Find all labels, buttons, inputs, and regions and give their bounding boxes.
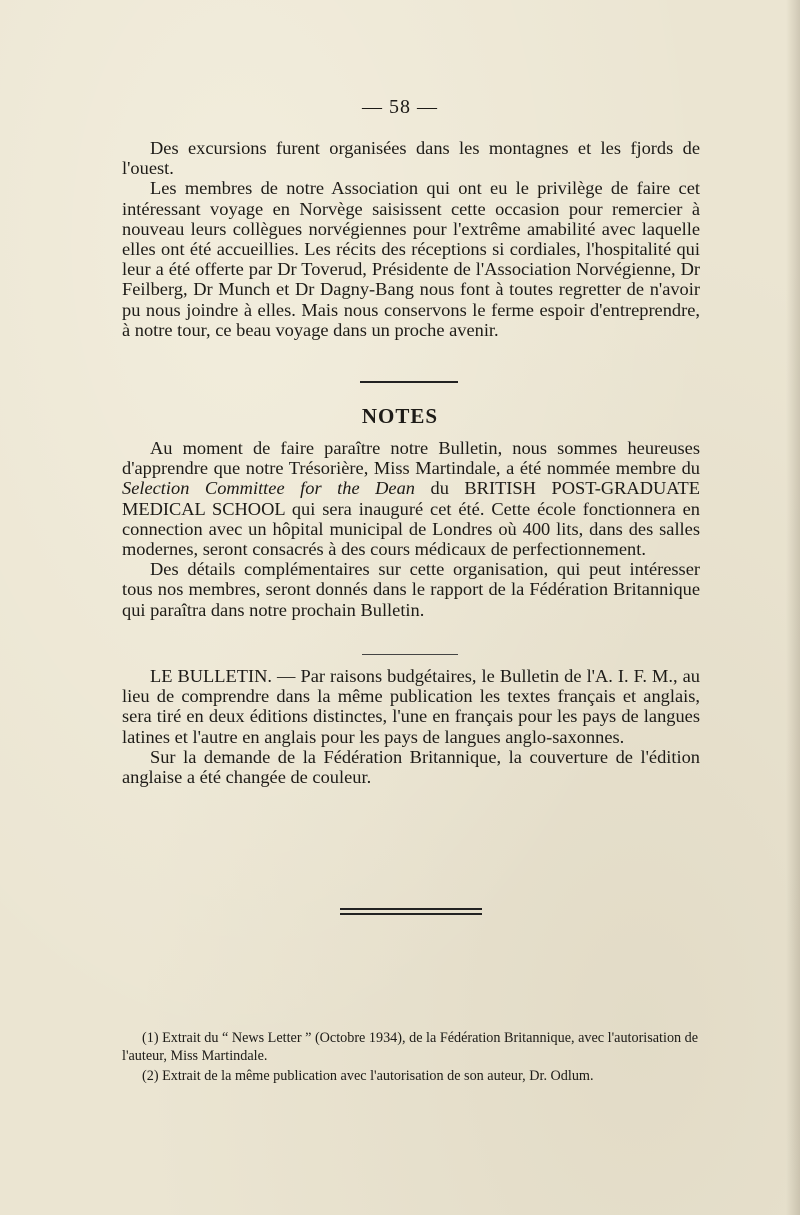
- intro-paragraph-1: Des excursions furent organisées dans les montagnes et les fjords de l'ouest.: [122, 138, 700, 179]
- notes-p1-text-a: Au moment de faire paraître notre Bulletin, nous sommes heureuses d'apprendre que notre Trésorière, Miss Martindale, a été nommée membre du: [122, 438, 700, 479]
- end-rule-top: [340, 908, 482, 910]
- intro-paragraph-2: Les membres de notre Association qui ont eu le privilège de faire cet intéressant voyage en Norvège saisissent cette occasion pour remercier à nouveau leurs collègues norvégiennes pour l'extrême amabilité avec laquelle elles ont été accueillies. Les récits des réceptions si cordiales, l'hospitalité qui leur a été offerte par Dr Toverud, Présidente de l'Association Norvégienne, Dr Feilberg, Dr Munch et Dr Dagny-Bang nous font à toutes regretter de n'avoir pu nous joindre à elles. Mais nous conservons le ferme espoir d'entreprendre, à notre tour, ce beau voyage dans un proche avenir.: [122, 178, 700, 340]
- footnotes: [122, 1030, 700, 1089]
- notes-p1-italic: Selection Committee for the Dean: [122, 478, 415, 499]
- footnote-1: (1) Extrait du “ News Letter ” (Octobre 1934), de la Fédération Britannique, avec l'autorisation de l'auteur, Miss Martindale.: [122, 1030, 699, 1064]
- notes-paragraph-1: [122, 438, 700, 559]
- section-divider: [360, 381, 458, 383]
- notes-heading: NOTES: [361, 404, 439, 428]
- notes-paragraph-2: Des détails complémentaires sur cette organisation, qui peut intéresser tous nos membres, seront donnés dans le rapport de la Fédération Britannique qui paraîtra dans notre prochain Bulletin.: [122, 559, 700, 620]
- page-number: — 58 —: [362, 96, 438, 118]
- notes-section: [122, 438, 700, 620]
- bulletin-section: [122, 666, 700, 787]
- bulletin-paragraph-1: LE BULLETIN. — Par raisons budgétaires, le Bulletin de l'A. I. F. M., au lieu de comprendre dans la même publication les textes français et anglais, sera tiré en deux éditions distinctes, l'une en français pour les pays de langues latines et l'autre en anglais pour les pays de langues anglo-saxonnes.: [122, 666, 700, 747]
- page-edge-shadow: [786, 0, 800, 1215]
- intro-section: [122, 138, 700, 340]
- bulletin-paragraph-2: Sur la demande de la Fédération Britannique, la couverture de l'édition anglaise a été changée de couleur.: [122, 746, 700, 788]
- end-rule-bottom: [340, 913, 482, 915]
- notes-divider: [362, 654, 458, 655]
- notes-p1-text-b: du BRITISH POST-GRADUATE MEDICAL SCHOOL qui sera inauguré cet été. Cette école fonctionnera en connection avec un hôpital municipal de Londres où 400 lits, dans des salles modernes, seront consacrés à des cours médicaux de perfectionnement.: [122, 478, 700, 560]
- footnote-2: (2) Extrait de la même publication avec l'autorisation de son auteur, Dr. Odlum.: [142, 1068, 594, 1084]
